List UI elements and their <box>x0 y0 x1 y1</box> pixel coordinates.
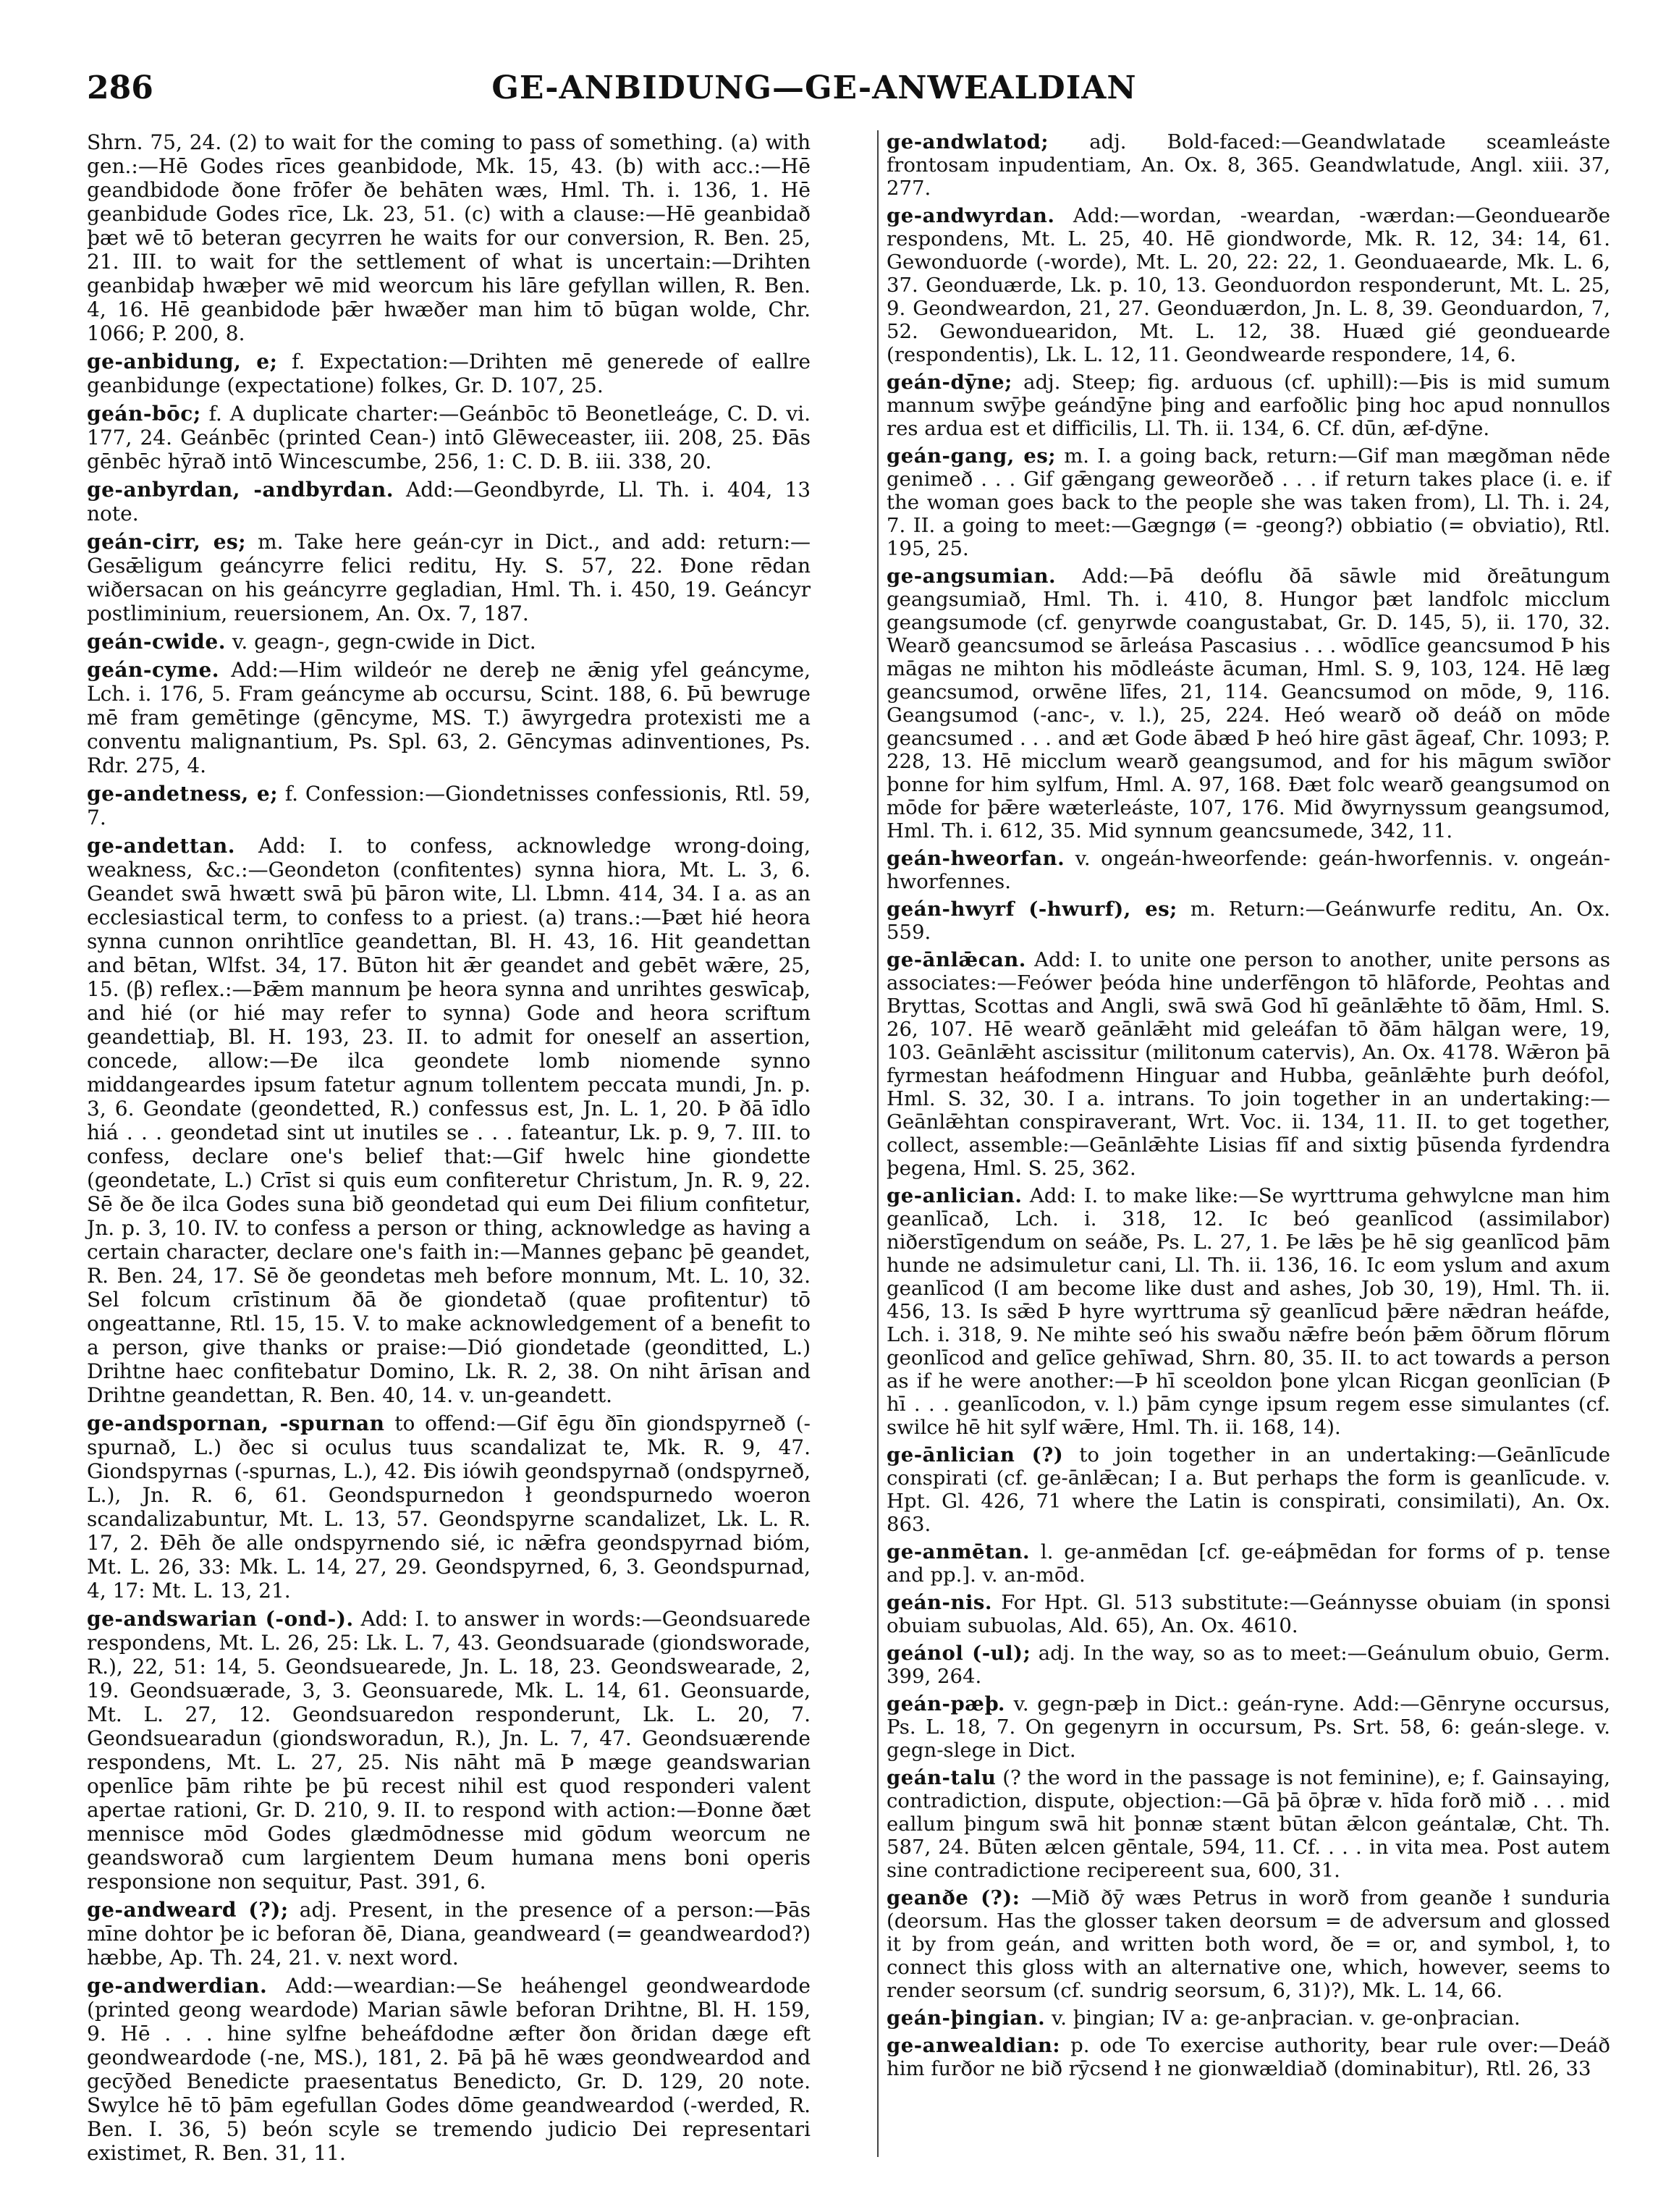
headword: ge-anlician. <box>887 1184 1023 1207</box>
entry-definition: adj. In the way, so as to meet:—Geánulum obuio, Germ. 399, 264. <box>887 1642 1610 1688</box>
headword: ge-ānlician (?) <box>887 1443 1064 1466</box>
entry-definition: For Hpt. Gl. 513 substitute:—Geánnysse obuiam (in sponsi obuiam subuolas, Ald. 65), An. Ox. 4610. <box>887 1591 1610 1637</box>
headword: ge-andweard (?); <box>87 1898 289 1922</box>
entry-definition: adj. Bold-faced:—Geandwlatade sceamleáste frontosam inpudentiam, An. Ox. 8, 365. Geandwlatude, Angl. xiii. 37, 277. <box>887 130 1610 200</box>
entry-definition: Add:—Þā deóflu ðā sāwle mid ðreātungum geangsumiað, Hml. Th. i. 410, 8. Hungor þæt landfolc micclum geangsumode (cf. genyrwde coangustabat, Gr. D. 145, 5), ii. 170, 32. Wearð geancsumod se ārleása Pascasius . . . wōdlīce geancsumod Þ his māgas ne mihton his mōdleáste ācuman, Hml. S. 9, 103, 124. Hē læg geancsumod, orwēne līfes, 21, 114. Geancsumod on mōde, 9, 116. Geangsumod (-anc-, v. l.), 25, 224. Heó wearð oð deáð on mōde geancsumed . . . and æt Gode ābæd Þ heó hire gāst āgeaf, Chr. 1093; P. 228, 13. Hē micclum wearð geangsumod, and for his māgum swīðor þonne for him sylfum, Hml. A. 97, 168. Ðæt folc wearð geangsumod on mōde for þǣre wæterleáste, 107, 176. Mid ðwyrnyssum geangsumod, Hml. Th. i. 612, 35. Mid synnum geancsumede, 342, 11. <box>887 565 1610 843</box>
page-number: 286 <box>87 69 153 106</box>
headword: geán-cwide. <box>87 630 226 654</box>
entry-definition: Add:—weardian:—Se heáhengel geondweardode (printed geong weardode) Marian sāwle beforan Drihtne, Bl. H. 159, 9. Hē . . . hine sylfne beheáfdodne æfter ðon ðridan dæge eft geondweardode (-ne, MS.), 181, 2. Þā þā hē wæs geondweardod and gecȳðed Benedicte praesentatus Benedicto, Gr. D. 129, 20 note. Swylce hē tō þām egefullan Godes dōme geandweardod (-werded, R. Ben. I. 36, 5) beón scyle se tremendo judicio Dei representari existimet, R. Ben. 31, 11. <box>87 1974 811 2165</box>
entry-definition: f. Expectation:—Drihten mē generede of eallre geanbidunge (expectatione) folkes, Gr. D. 107, 25. <box>87 350 811 397</box>
dictionary-entry <box>887 1766 1610 1882</box>
entry-definition: to offend:—Gif ēgu ðīn giondspyrneð (-spurnað, L.) ðec si oculus tuus scandalizat te, Mk. R. 9, 47. Giondspyrnas (-spurnas, L.), 42. Ðis iówih geondspyrnað (ondspyrneð, L.), Jn. R. 6, 61. Geondspurnedon ł geondspurnedo woeron scandalizabuntur, Mt. L. 13, 57. Geondspyrne scandalizet, Lk. L. R. 17, 2. Ðēh ðe alle ondspyrnendo sié, ic nǣfra geondspyrnad bióm, Mt. L. 26, 33: Mk. L. 14, 27, 29. Geondspyrned, 6, 3. Geondspurnad, 4, 17: Mt. L. 13, 21. <box>87 1411 811 1603</box>
headword: geán-nis. <box>887 1591 992 1614</box>
headword: ge-andwyrdan. <box>887 204 1055 227</box>
entry-definition: v. geagn-, gegn-cwide in Dict. <box>232 630 536 654</box>
headword: geanðe (?): <box>887 1886 1020 1909</box>
running-head: GE-ANBIDUNG—GE-ANWEALDIAN <box>491 69 1137 106</box>
headword: geán-bōc; <box>87 402 201 426</box>
page-header <box>87 43 1541 130</box>
dictionary-entry <box>87 1607 811 1894</box>
entry-definition: v. ongeán-hweorfende: geán-hworfennis. v. ongeán-hworfennes. <box>887 847 1610 893</box>
dictionary-entry <box>887 2034 1610 2080</box>
headword: ge-andettan. <box>87 834 236 858</box>
dictionary-entry <box>887 130 1610 200</box>
dictionary-entry <box>887 2006 1610 2030</box>
right-column <box>887 130 1610 2085</box>
dictionary-entry <box>887 948 1610 1180</box>
dictionary-entry <box>887 1540 1610 1587</box>
left-column <box>87 130 811 2169</box>
dictionary-entry <box>87 630 811 654</box>
headword: geán-hweorfan. <box>887 847 1065 870</box>
headword: geán-talu <box>887 1766 997 1789</box>
dictionary-entry <box>887 1692 1610 1762</box>
entry-definition: v. gegn-pæþ in Dict.: geán-ryne. Add:—Gēnryne occursus, Ps. L. 18, 7. On gegenyrn in occursum, Ps. Srt. 58, 6: geán-slege. v. gegn-slege in Dict. <box>887 1692 1610 1762</box>
dictionary-entry <box>87 530 811 625</box>
entry-definition: Add:—Him wildeór ne dereþ ne ǣnig yfel geáncyme, Lch. i. 176, 5. Fram geáncyme ab occursu, Scint. 188, 6. Þū bewruge mē fram gemētinge (gēncyme, MS. T.) āwyrgedra protexisti me a conventu malignantium, Ps. Spl. 63, 2. Gēncymas adinventiones, Ps. Rdr. 275, 4. <box>87 658 811 777</box>
dictionary-entry <box>887 371 1610 440</box>
dictionary-entry <box>887 1443 1610 1536</box>
dictionary-entry <box>87 834 811 1407</box>
headword: geán-hwyrf (-hwurf), es; <box>887 898 1177 921</box>
entry-definition: p. ode To exercise authority, bear rule over:—Deáð him furðor ne bið rȳcsend ł ne gionwældiað (dominabitur), Rtl. 26, 33 <box>887 2034 1610 2080</box>
entry-definition: to join together in an undertaking:—Geānlīcude conspirati (cf. ge-ānlǣcan; I a. But perhaps the form is geanlīcude. v. Hpt. Gl. 426, 71 where the Latin is conspirati, consimilati), An. Ox. 863. <box>887 1443 1610 1536</box>
entry-definition: adj. Present, in the presence of a person:—Þās mīne dohtor þe ic beforan ðē, Diana, geandweard (= geandweardod?) hæbbe, Ap. Th. 24, 21. v. next word. <box>87 1898 811 1970</box>
headword: ge-andetness, e; <box>87 782 279 806</box>
headword: ge-angsumian. <box>887 565 1057 588</box>
dictionary-entry <box>887 1184 1610 1439</box>
entry-definition: m. Return:—Geánwurfe reditu, An. Ox. 559. <box>887 898 1611 944</box>
dictionary-entry <box>887 898 1610 944</box>
headword: ge-anmētan. <box>887 1540 1031 1563</box>
dictionary-entry <box>887 444 1610 560</box>
dictionary-entry <box>887 847 1610 893</box>
headword: ge-andwlatod; <box>887 130 1049 153</box>
dictionary-entry <box>87 658 811 777</box>
dictionary-entry <box>887 1886 1610 2002</box>
headword: geán-cirr, es; <box>87 530 247 554</box>
headword: geán-cyme. <box>87 658 220 682</box>
entry-definition: Add: I. to answer in words:—Geondsuarede respondens, Mt. L. 26, 25: Lk. L. 7, 43. Geondsuarade (giondsworade, R.), 22, 51: 14, 5. Geondsuearede, Jn. L. 18, 23. Geondswearade, 2, 19. Geondsuærade, 3, 3. Geonsuarede, Mk. L. 14, 61. Geonsuarde, Mt. L. 27, 12. Geondsuaredon responderunt, Lk. L. 20, 7. Geondsuearadun (giondsworadun, R.), Jn. L. 7, 47. Geondsuærende respondens, Mt. L. 27, 25. Nis nāht mā Þ mæge geandswarian openlīce þām rihte þe þū recest nihil est quod responderi valent apertae rationi, Gr. D. 210, 9. II. to respond with action:—Ðonne ðæt mennisce mōd Godes glædmōdnesse mid gōdum weorcum ne geandsworað cum largientem Deum humana mens boni operis responsione non sequitur, Past. 391, 6. <box>87 1607 811 1894</box>
entry-definition: l. ge-anmēdan [cf. ge-eáþmēdan for forms of p. tense and pp.]. v. an-mōd. <box>887 1540 1610 1587</box>
dictionary-entry <box>87 782 811 830</box>
entry-definition: adj. Steep; fig. arduous (cf. uphill):—Þis is mid sumum mannum swȳþe geándȳne þing and earfoðlic þing hoc apud nonnullos res ardua est et difficilis, Ll. Th. ii. 134, 6. Cf. dūn, æf-dȳne. <box>887 371 1611 440</box>
dictionary-entry <box>87 1974 811 2165</box>
dictionary-entry <box>87 1898 811 1970</box>
entry-definition: (? the word in the passage is not feminine), e; f. Gainsaying, contradiction, dispute, objection:—Gā þā ōþræ v. hīda forð mið . . . mid eallum þingum swā hit þonnæ stænt būtan ǣlcon geántalæ, Cht. Th. 587, 24. Būten ælcen gēntale, 594, 11. Cf. . . . in vita mea. Post autem sine contradictione recipereent sua, 600, 31. <box>887 1766 1610 1882</box>
entry-definition: Add:—wordan, -weardan, -wærdan:—Geonduearðe respondens, Mt. L. 25, 40. Hē giondworde, Mk. R. 12, 34: 14, 61. Gewonduorde (-worde), Mt. L. 20, 22: 22, 1. Geonduaearde, Mk. L. 6, 37. Geonduærde, Lk. p. 10, 13. Geonduordon responderunt, Mt. L. 25, 9. Geondweardon, 21, 27. Geonduærdon, Jn. L. 8, 39. Geonduardon, 7, 52. Gewonduearidon, Mt. L. 12, 38. Huæd gié geonduearde (respondentis), Lk. L. 12, 11. Geondwearde respondere, 14, 6. <box>887 204 1610 366</box>
entry-definition: m. Take here geán-cyr in Dict., and add: return:—Gesǣligum geáncyrre felici reditu, Hy. S. 57, 22. Ðone rēdan wiðersacan on his geáncyrre gegladian, Hml. Th. i. 450, 19. Geáncyr postliminium, reuersionem, An. Ox. 7, 187. <box>87 530 811 625</box>
headword: ge-anwealdian: <box>887 2034 1061 2057</box>
entry-definition: Add: I. to make like:—Se wyrttruma gehwylcne man him geanlīcað, Lch. i. 318, 12. Ic beó geanlīcod (assimilabor) niðerstīgendum on seáðe, Ps. L. 27, 1. Þe lǣs þe hē sig geanlīcod þām hunde ne adsimuletur cani, Ll. Th. ii. 136, 16. Ic eom yslum and axum geanlīcod (I am become like dust and ashes, Job 30, 19), Hml. Th. ii. 456, 13. Is sǣd Þ hyre wyrttruma sȳ geanlīcud þǣre nǣdran heáfde, Lch. i. 318, 9. Ne mihte seó his swaðu nǣfre beón þǣm ōðrum flōrum geonlīcod and gelīce gehīwad, Shrn. 80, 35. II. to act towards a person as if he were another:—Þ hī sceoldon þone ylcan Ricgan geonlīcian (Þ hī . . . geanlīcodon, v. l.) þām cynge ipsum regem esse simulantes (cf. swilce hē hit sylf wǣre, Hml. Th. ii. 168, 14). <box>887 1184 1610 1439</box>
headword: geán-pæþ. <box>887 1692 1005 1715</box>
headword: geán-gang, es; <box>887 444 1056 468</box>
entry-definition: Add:—Geondbyrde, Ll. Th. i. 404, 13 note. <box>87 478 811 525</box>
entry-definition: Add: I. to confess, acknowledge wrong-doing, weakness, &c.:—Geondeton (confitentes) synna hiora, Mt. L. 3, 6. Geandet swā hwætt swā þū þāron wite, Ll. Lbmn. 414, 34. I a. as an ecclesiastical term, to confess to a priest. (a) trans.:—Þæt hié heora synna cunnon onrihtlīce geandettan, Bl. H. 43, 16. Hit geandettan and bētan, Wlfst. 34, 17. Būton hit ǣr geandet and gebēt wǣre, 25, 15. (β) reflex.:—Þǣm mannum þe heora synna and unrihtes geswīcaþ, and hié (or hié may refer to synna) Gode and heora scriftum geandettiaþ, Bl. H. 193, 23. II. to admit for oneself an assertion, concede, allow:—Ðe ilca geondete lomb niomende synno middangeardes ipsum fatetur agnum tollentem peccata mundi, Jn. p. 3, 6. Geondate (geondetted, R.) confessus est, Jn. L. 1, 20. Þ ðā īdlo hiá . . . geondetad sint ut inutiles se . . . fateantur, Lk. p. 9, 7. III. to confess, declare one's belief that:—Gif hwelc hine giondette (geondetate, L.) Crīst si quis eum confiteretur Christum, Jn. R. 9, 22. Sē ðe ðe ilca Godes suna bið geondetad qui eum Dei filium confitetur, Jn. p. 3, 10. IV. to confess a person or thing, acknowledge as having a certain character, declare one's faith in:—Mannes geþanc þē geandet, R. Ben. 24, 17. Sē ðe geondetas meh before monnum, Mt. L. 10, 32. Sel folcum crīstinum ðā ðe giondetað (quae profitentur) tō ongeattanne, Rtl. 15, 15. V. to make acknowledgement of a benefit to a person, give thanks or praise:—Dió giondetade (geonditted, L.) Drihtne haec confitebatur Domino, Lk. R. 2, 38. On niht ārīsan and Drihtne geandettan, R. Ben. 40, 14. v. un-geandett. <box>87 834 811 1407</box>
headword: geánol (-ul); <box>887 1642 1031 1665</box>
dictionary-entry <box>87 350 811 397</box>
entry-definition: —Mið ðȳ wæs Petrus in worð from geanðe ł sunduria (deorsum. Has the glosser taken deorsum = de adversum and glossed it by from geán, and written both word, ðe = or, and symbol, ł, to connect this gloss with an alternative one, which, however, seems to render seorsum (cf. sundrig seorsum, 6, 31)?), Mk. L. 14, 66. <box>887 1886 1610 2002</box>
column-divider <box>877 130 879 2157</box>
headword: geán-þingian. <box>887 2006 1046 2030</box>
entry-definition: f. A duplicate charter:—Geánbōc tō Beonetleáge, C. D. vi. 177, 24. Geánbēc (printed Cean-) intō Glēweceaster, iii. 208, 25. Ðās gēnbēc hȳrað intō Wincescumbe, 256, 1: C. D. B. iii. 338, 20. <box>87 402 811 473</box>
entry-definition: v. þingian; IV a: ge-anþracian. v. ge-onþracian. <box>1051 2006 1521 2030</box>
headword: ge-ānlǣcan. <box>887 948 1026 971</box>
entry-definition: Add: I. to unite one person to another, unite persons as associates:—Feówer þeóda hine underfēngon tō hlāforde, Peohtas and Bryttas, Scottas and Angli, swā swā God hī geānlǣhte tō ðām, Hml. S. 26, 107. Hē wearð geānlǣht mid geleáfan tō ðām hālgan were, 19, 103. Geānlǣht ascissitur (militonum catervis), An. Ox. 4178. Wǣron þā fyrmestan heáfodmenn Hinguar and Hubba, geānlǣhte þurh deófol, Hml. S. 32, 30. I a. intrans. To join together in an undertaking:—Geānlǣhtan conspiraverant, Wrt. Voc. ii. 134, 11. II. to get together, collect, assemble:—Geānlǣhte Lisias fīf and sixtig þūsenda fyrdendra þegena, Hml. S. 25, 362. <box>887 948 1610 1180</box>
dictionary-entry <box>887 565 1610 843</box>
headword: ge-anbidung, e; <box>87 350 278 373</box>
dictionary-entry <box>87 402 811 473</box>
dictionary-entry <box>87 478 811 525</box>
dictionary-entry <box>887 204 1610 366</box>
headword: ge-anbyrdan, -andbyrdan. <box>87 478 394 502</box>
headword: geán-dȳne; <box>887 371 1012 394</box>
headword: ge-andswarian (-ond-). <box>87 1607 354 1631</box>
dictionary-entry <box>87 1411 811 1603</box>
headword: ge-andwerdian. <box>87 1974 268 1998</box>
headword: ge-andspornan, -spurnan <box>87 1411 385 1435</box>
dictionary-entry <box>887 1642 1610 1688</box>
entry-definition: m. I. a going back, return:—Gif man mægðman nēde genimeð . . . Gif gǣngang geweorðeð . . . if return takes place (i. e. if the woman goes back to the people she was taken from), Ll. Th. i. 24, 7. II. a going to meet:—Gægngø (= -geong?) obbiatio (= obviatio), Rtl. 195, 25. <box>887 444 1610 560</box>
dictionary-entry <box>887 1591 1610 1637</box>
continuation-text: Shrn. 75, 24. (2) to wait for the coming to pass of something. (a) with gen.:—Hē Godes rīces geanbidode, Mk. 15, 43. (b) with acc.:—Hē geandbidode ðone frōfer ðe behāten wæs, Hml. Th. i. 136, 1. Hē geanbidude Godes rīce, Lk. 23, 51. (c) with a clause:—Hē geanbidað þæt wē tō beteran gecyrren he waits for our conversion, R. Ben. 25, 21. III. to wait for the settlement of what is uncertain:—Drihten geanbidaþ hwæþer wē mid weorcum his lāre gefyllan willen, R. Ben. 4, 16. Hē geanbidode þǣr hwæðer man him tō būgan wolde, Chr. 1066; P. 200, 8. <box>87 130 811 345</box>
entry-definition: f. Confession:—Giondetnisses confessionis, Rtl. 59, 7. <box>87 782 811 830</box>
